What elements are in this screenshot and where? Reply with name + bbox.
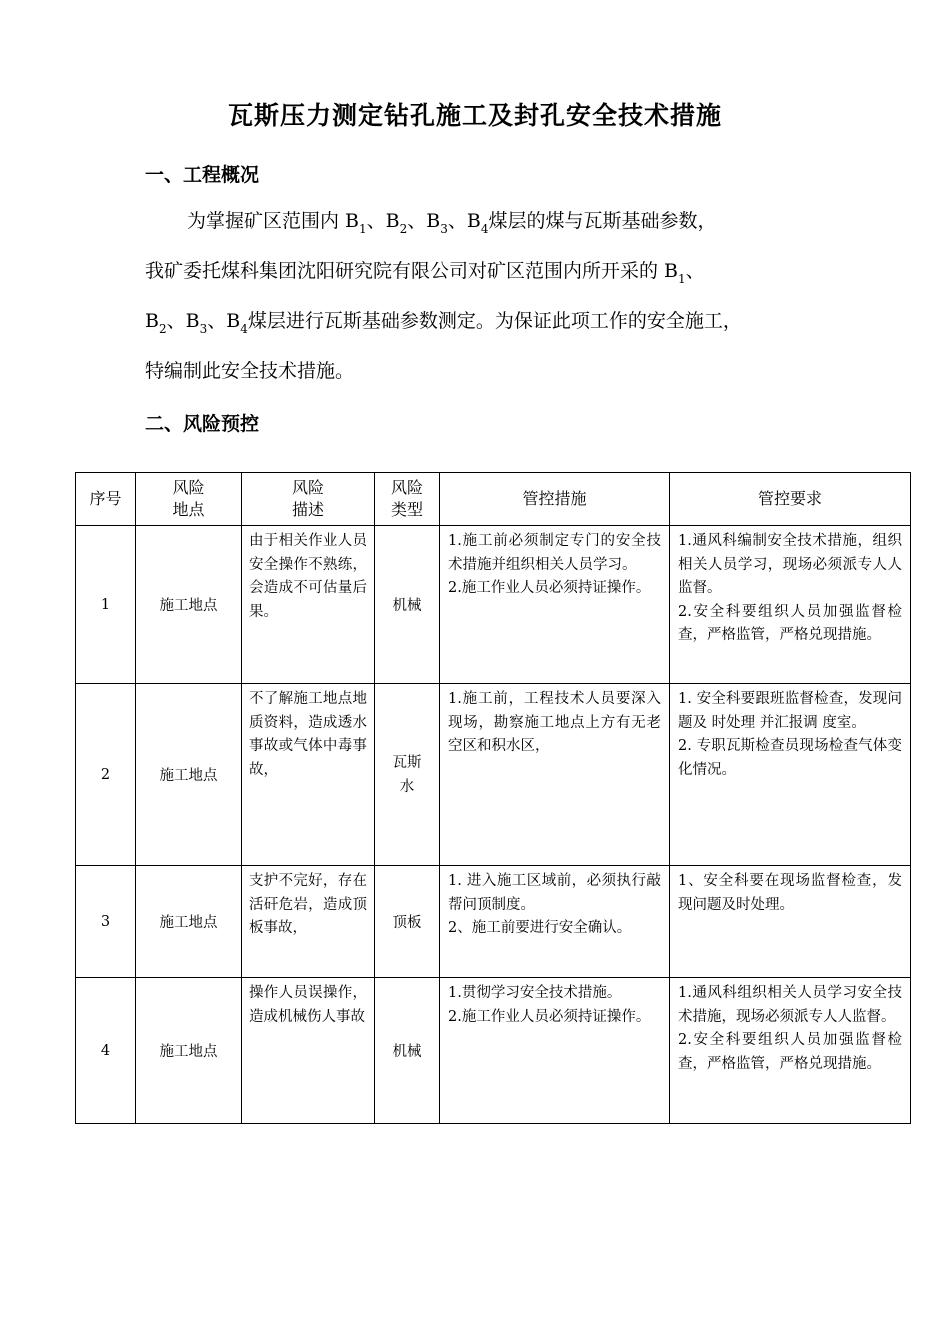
seam-b4: $B_4$	[466, 210, 489, 236]
row-requirements: 1.通风科组织相关人员学习安全技术措施，现场必须派专人人监督。 2.安全科要组织人员加强监督检查，严格监管，严格兑现措施。	[670, 978, 911, 1124]
row-measures: 1. 进入施工区域前，必须执行敲帮问顶制度。 2、施工前要进行安全确认。	[440, 866, 670, 978]
row-type: 瓦斯 水	[375, 684, 440, 866]
row-location: 施工地点	[136, 684, 242, 866]
row-description: 不了解施工地点地质资料，造成透水事故或气体中毒事故，	[242, 684, 375, 866]
table-row	[76, 866, 911, 978]
row-no: 1	[76, 526, 136, 684]
header-no: 序号	[76, 473, 136, 526]
header-location: 风险 地点	[136, 473, 242, 526]
seam-b3: $B_3$	[426, 210, 448, 236]
section-heading-overview: 一、工程概况	[145, 164, 260, 186]
table-row	[76, 978, 911, 1124]
row-requirements: 1. 安全科要跟班监督检查，发现问题及 时处理 并汇报调 度室。 2. 专职瓦斯检查员现场检查气体变化情况。	[670, 684, 911, 866]
row-measures: 1.施工前必须制定专门的安全技术措施并组织相关人员学习。 2.施工作业人员必须持证操作。	[440, 526, 670, 684]
row-measures: 1.贯彻学习安全技术措施。 2.施工作业人员必须持证操作。	[440, 978, 670, 1124]
header-measures: 管控措施	[440, 473, 670, 526]
risk-control-table	[75, 472, 911, 1124]
row-location: 施工地点	[136, 866, 242, 978]
row-no: 3	[76, 866, 136, 978]
document-title: 瓦斯压力测定钻孔施工及封孔安全技术措施	[227, 101, 722, 130]
header-type: 风险 类型	[375, 473, 440, 526]
overview-line-1: 为掌握矿区范围内 $B_1$、$B_2$、$B_3$、$B_4$煤层的煤与瓦斯基础参数，	[187, 210, 717, 236]
header-requirements: 管控要求	[670, 473, 911, 526]
seam-b4-second: $B_4$	[226, 310, 248, 336]
header-description: 风险 描述	[242, 473, 375, 526]
seam-b2-second: $B_2$	[145, 310, 167, 336]
row-requirements: 1、安全科要在现场监督检查，发现问题及时处理。	[670, 866, 911, 978]
row-requirements: 1.通风科编制安全技术措施，组织相关人员学习，现场必须派专人人监督。 2.安全科要组织人员加强监督检查，严格监管，严格兑现措施。	[670, 526, 911, 684]
row-no: 2	[76, 684, 136, 866]
table-row	[76, 526, 911, 684]
row-type: 机械	[375, 526, 440, 684]
overview-line-3: $B_2$、$B_3$、$B_4$煤层进行瓦斯基础参数测定。为保证此项工作的安全施工，	[145, 310, 742, 336]
seam-b3-second: $B_3$	[185, 310, 208, 336]
row-location: 施工地点	[136, 978, 242, 1124]
row-type: 机械	[375, 978, 440, 1124]
seam-b1-second: $B_1$	[664, 260, 686, 286]
row-description: 支护不完好，存在活矸危岩，造成顶板事故，	[242, 866, 375, 978]
overview-line-4: 特编制此安全技术措施。	[145, 360, 355, 382]
seam-b2: $B_2$	[385, 210, 408, 236]
table-header-row	[76, 473, 911, 526]
row-no: 4	[76, 978, 136, 1124]
row-description: 操作人员误操作，造成机械伤人事故	[242, 978, 375, 1124]
row-measures: 1.施工前，工程技术人员要深入现场，勘察施工地点上方有无老空区和积水区，	[440, 684, 670, 866]
row-location: 施工地点	[136, 526, 242, 684]
overview-line-2: 我矿委托煤科集团沈阳研究院有限公司对矿区范围内所开采的 $B_1$、	[145, 260, 705, 286]
row-type: 顶板	[375, 866, 440, 978]
seam-b1: $B_1$	[345, 210, 367, 236]
row-description: 由于相关作业人员安全操作不熟练，会造成不可估量后果。	[242, 526, 375, 684]
section-heading-risk: 二、风险预控	[145, 413, 260, 435]
table-row	[76, 684, 911, 866]
